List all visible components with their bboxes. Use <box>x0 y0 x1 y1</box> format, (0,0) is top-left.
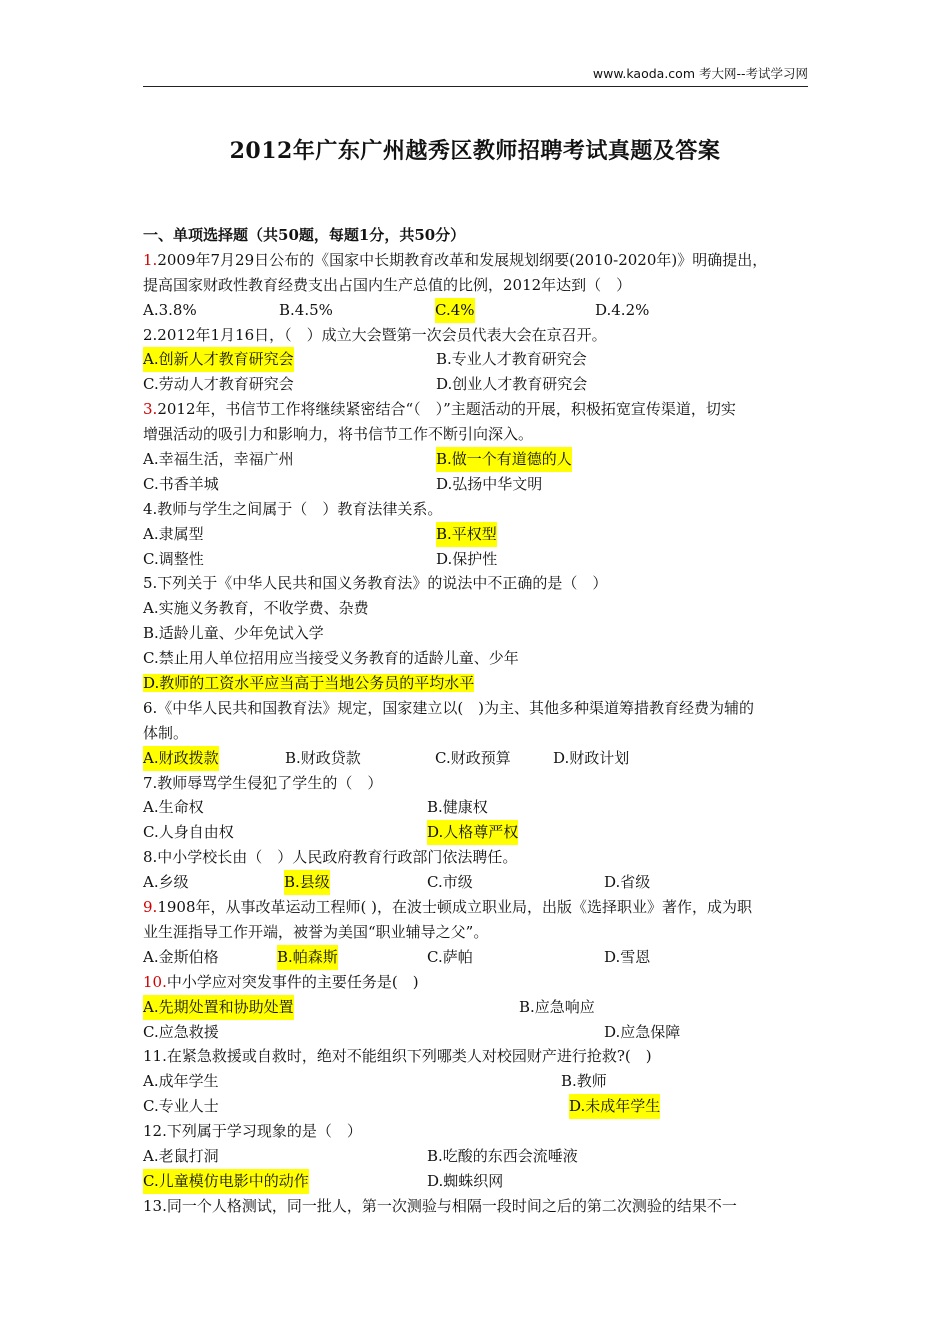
option-d-answer-row <box>143 671 813 696</box>
option-a-answer: A.先期处置和协助处置 <box>143 995 294 1020</box>
question-9-stem <box>143 895 813 920</box>
question-4-options-row1 <box>143 522 813 547</box>
option-a-answer: A.财政拨款 <box>143 746 219 771</box>
option-b: B.健康权 <box>427 798 488 817</box>
question-13-stem: 13.同一个人格测试，同一批人，第一次测验与相隔一段时间之后的第二次测验的结果不一 <box>143 1196 737 1215</box>
option-d: D.财政计划 <box>553 748 630 767</box>
question-3-stem-cont: 增强活动的吸引力和影响力，将书信节工作不断引向深入。 <box>143 425 534 444</box>
question-text: 2012年，书信节工作将继续紧密结合“（ ）”主题活动的开展，积极拓宽宣传渠道，切实 <box>157 400 736 419</box>
option-a: A.老鼠打洞 <box>143 1146 219 1165</box>
question-4-options-row2 <box>143 547 813 572</box>
option-d: D.弘扬中华文明 <box>436 474 543 493</box>
question-12-options-row2 <box>143 1169 813 1194</box>
document-title: 2012年广东广州越秀区教师招聘考试真题及答案 <box>229 138 721 164</box>
question-3-stem <box>143 397 813 422</box>
question-10-options-row2 <box>143 1020 813 1045</box>
question-5-stem: 5.下列关于《中华人民共和国义务教育法》的说法中不正确的是（ ） <box>143 574 608 593</box>
question-2-stem: 2.2012年1月16日，（ ）成立大会暨第一次会员代表大会在京召开。 <box>143 325 607 344</box>
option-b: B.4.5% <box>279 300 333 319</box>
option-d: D.应急保障 <box>604 1022 681 1041</box>
option-b: B.教师 <box>561 1072 607 1091</box>
question-12-stem: 12.下列属于学习现象的是（ ） <box>143 1122 362 1141</box>
option-b-answer: B.做一个有道德的人 <box>436 447 572 472</box>
question-3-options-row2 <box>143 472 813 497</box>
question-text: 2009年7月29日公布的《国家中长期教育改革和发展规划纲要(2010-2020年)》明确提出， <box>157 250 768 269</box>
question-text: 1908年，从事改革运动工程师( )，在波士顿成立职业局，出版《选择职业》著作，成为职 <box>157 898 752 917</box>
option-a: A.金斯伯格 <box>143 947 219 966</box>
question-10-options-row1 <box>143 995 813 1020</box>
section-heading: 一、单项选择题（共50题，每题1分，共50分） <box>143 226 466 244</box>
page-header: www.kaoda.com 考大网--考试学习网 <box>143 64 808 87</box>
question-10-stem <box>143 970 813 995</box>
question-7-stem: 7.教师辱骂学生侵犯了学生的（ ） <box>143 773 383 792</box>
question-8-options <box>143 870 813 895</box>
question-7-options-row1 <box>143 795 813 820</box>
question-2-options-row2 <box>143 372 813 397</box>
option-b: B.应急响应 <box>519 997 595 1016</box>
option-a-answer: A.创新人才教育研究会 <box>143 347 294 372</box>
option-d: D.省级 <box>604 873 651 892</box>
question-12-options-row1 <box>143 1144 813 1169</box>
option-c: C.专业人士 <box>143 1097 219 1116</box>
option-d-answer: D.教师的工资水平应当高于当地公务员的平均水平 <box>143 674 475 693</box>
question-number: 9. <box>143 898 158 917</box>
option-c: C.人身自由权 <box>143 823 234 842</box>
option-a: A.实施义务教育，不收学费、杂费 <box>143 599 369 618</box>
question-text: 中小学应对突发事件的主要任务是( ) <box>166 972 419 991</box>
option-a: A.生命权 <box>143 798 204 817</box>
option-b: B.吃酸的东西会流唾液 <box>427 1146 578 1165</box>
option-d: D.保护性 <box>436 549 498 568</box>
option-b: B.适龄儿童、少年免试入学 <box>143 624 324 643</box>
option-d: D.蜘蛛织网 <box>427 1171 504 1190</box>
option-a: A.隶属型 <box>143 524 204 543</box>
question-11-options-row2 <box>143 1094 813 1119</box>
option-d-answer: D.人格尊严权 <box>427 820 518 845</box>
option-c: C.调整性 <box>143 549 204 568</box>
question-number: 3. <box>143 400 158 419</box>
question-list <box>143 223 813 1219</box>
option-c: C.禁止用人单位招用应当接受义务教育的适龄儿童、少年 <box>143 649 519 668</box>
question-6-stem: 6.《中华人民共和国教育法》规定，国家建立以( )为主、其他多种渠道筹措教育经费为辅的 <box>143 698 755 717</box>
option-b-answer: B.县级 <box>284 870 330 895</box>
question-7-options-row2 <box>143 820 813 845</box>
question-3-options-row1 <box>143 447 813 472</box>
option-c: C.劳动人才教育研究会 <box>143 375 294 394</box>
option-d: D.雪恩 <box>604 947 651 966</box>
option-d-answer: D.未成年学生 <box>569 1094 660 1119</box>
option-a: A.成年学生 <box>143 1072 219 1091</box>
question-11-stem: 11.在紧急救援或自救时，绝对不能组织下列哪类人对校园财产进行抢救?( ) <box>143 1047 652 1066</box>
option-b-answer: B.平权型 <box>436 522 497 547</box>
option-c: C.市级 <box>427 873 473 892</box>
question-9-options <box>143 945 813 970</box>
option-b-answer: B.帕森斯 <box>277 945 338 970</box>
option-d: D.4.2% <box>595 300 650 319</box>
option-d: D.创业人才教育研究会 <box>436 375 588 394</box>
question-6-options <box>143 746 813 771</box>
question-9-stem-cont: 业生涯指导工作开端，被誉为美国“职业辅导之父”。 <box>143 922 489 941</box>
option-c-answer: C.儿童模仿电影中的动作 <box>143 1169 309 1194</box>
question-number: 10. <box>143 972 167 991</box>
option-a: A.幸福生活，幸福广州 <box>143 450 294 469</box>
question-6-stem-cont: 体制。 <box>143 723 189 742</box>
option-b: B.专业人才教育研究会 <box>436 350 587 369</box>
question-1-options <box>143 298 813 323</box>
option-c: C.财政预算 <box>435 748 511 767</box>
option-a: A.乡级 <box>143 873 189 892</box>
question-1-stem <box>143 248 813 273</box>
option-c: C.应急救援 <box>143 1022 219 1041</box>
question-number: 1. <box>143 250 158 269</box>
option-b: B.财政贷款 <box>285 748 361 767</box>
question-4-stem: 4.教师与学生之间属于（ ）教育法律关系。 <box>143 499 443 518</box>
question-8-stem: 8.中小学校长由（ ）人民政府教育行政部门依法聘任。 <box>143 848 518 867</box>
option-a: A.3.8% <box>143 300 197 319</box>
question-11-options-row1 <box>143 1069 813 1094</box>
option-c: C.书香羊城 <box>143 474 219 493</box>
question-1-stem-cont: 提高国家财政性教育经费支出占国内生产总值的比例，2012年达到（ ） <box>143 275 632 294</box>
question-2-options-row1 <box>143 347 813 372</box>
option-c: C.萨帕 <box>427 947 473 966</box>
option-c-answer: C.4% <box>435 298 475 323</box>
